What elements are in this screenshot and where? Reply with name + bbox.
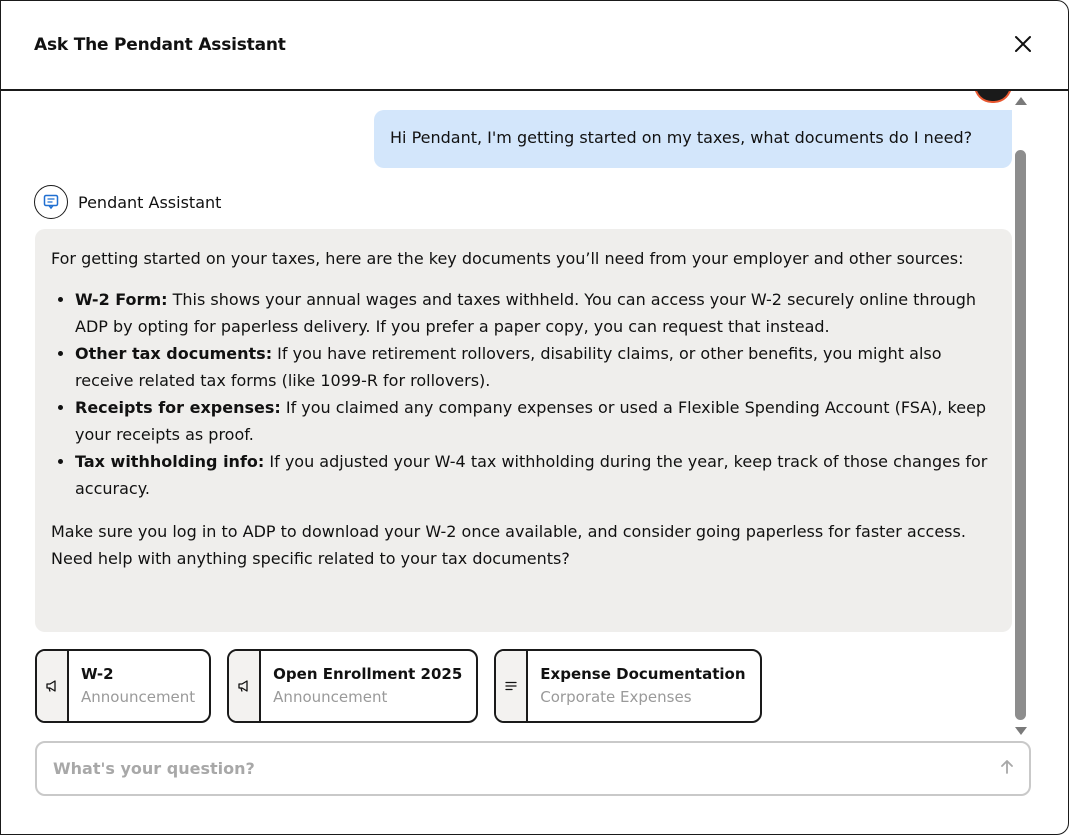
user-avatar [976,91,1010,101]
source-text [261,651,476,721]
list-item [75,340,996,394]
list-item [75,448,996,502]
megaphone-icon [237,679,251,693]
answer-list [51,286,996,502]
source-card-w2[interactable] [35,649,211,723]
modal-title: Ask The Pendant Assistant [34,35,286,55]
list-item-text: This shows your annual wages and taxes withheld. You can access your W-2 securely online through ADP by opting for paperless delivery. If you prefer a paper copy, you can request that instead. [75,290,977,336]
answer-outro: Make sure you log in to ADP to download your W-2 once available, and consider going paperless for faster access. Need help with anything specific related to your tax documents? [51,522,966,568]
send-button[interactable] [995,755,1019,779]
chat-bubble-icon [43,194,59,210]
list-item-label: Receipts for expenses: [75,398,281,417]
source-card-open-enrollment[interactable] [227,649,478,723]
source-icon-column [229,651,261,721]
list-item-text: If you have retirement rollovers, disability claims, or other benefits, you might also receive related tax forms (like 1099-R for rollovers). [75,344,942,390]
source-card-expense-documentation[interactable] [494,649,761,723]
scroll-up-arrow-icon[interactable] [1015,97,1027,105]
source-icon-column [496,651,528,721]
source-subtitle: Announcement [273,688,388,706]
source-title: Open Enrollment 2025 [273,665,463,683]
list-item-text: If you claimed any company expenses or used a Flexible Spending Account (FSA), keep your receipts as proof. [75,398,987,444]
question-input[interactable] [37,743,977,794]
source-title: W-2 [81,665,114,683]
scrollbar[interactable] [1013,93,1029,739]
source-subtitle: Announcement [81,688,196,706]
close-button[interactable] [1012,33,1034,55]
megaphone-icon [45,679,59,693]
list-item [75,394,996,448]
assistant-avatar [34,185,68,219]
assistant-answer [35,229,1012,632]
answer-intro: For getting started on your taxes, here are the key documents you’ll need from your employer and other sources: [51,249,964,268]
user-message: Hi Pendant, I'm getting started on my taxes, what documents do I need? [374,110,1012,168]
assistant-header [34,184,221,220]
source-title: Expense Documentation [540,665,746,683]
list-item-label: Tax withholding info: [75,452,265,471]
arrow-up-icon [995,755,1019,779]
source-cards [35,649,762,723]
modal-header [1,1,1068,91]
document-lines-icon [504,679,518,693]
list-item-text: If you adjusted your W-4 tax withholding during the year, keep track of those changes for accuracy. [75,452,988,498]
conversation-scroll-area[interactable] [1,91,1069,731]
source-subtitle: Corporate Expenses [540,688,692,706]
source-text [528,651,759,721]
question-input-wrapper [35,741,1031,796]
list-item-label: W-2 Form: [75,290,168,309]
list-item [75,286,996,340]
scroll-down-arrow-icon[interactable] [1015,727,1027,735]
assistant-name: Pendant Assistant [78,192,222,212]
close-icon [1012,33,1034,55]
list-item-label: Other tax documents: [75,344,273,363]
scrollbar-thumb[interactable] [1015,150,1026,720]
source-text [69,651,209,721]
source-icon-column [37,651,69,721]
